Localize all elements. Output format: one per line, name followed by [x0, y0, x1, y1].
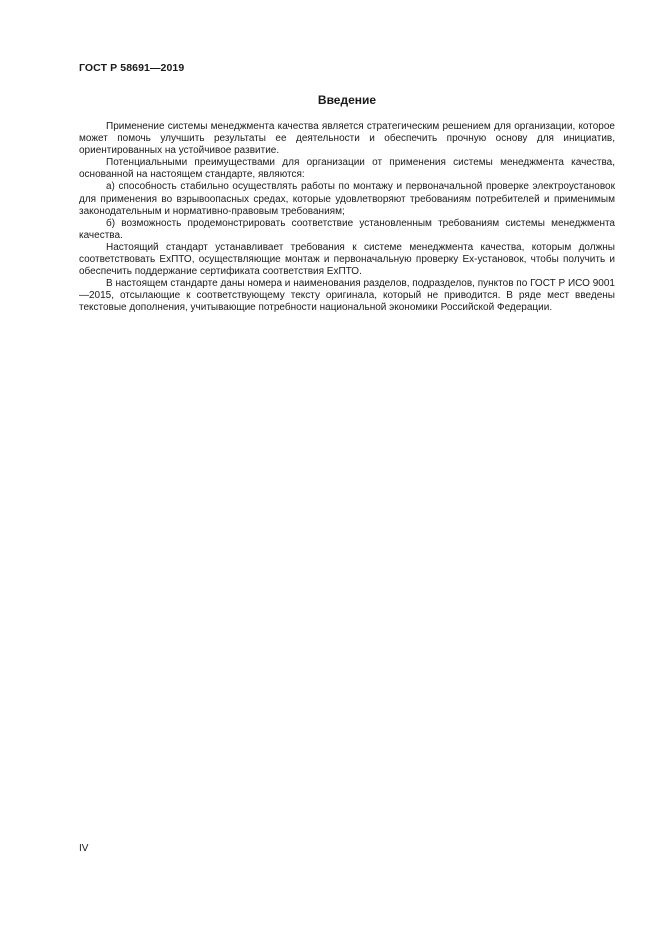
paragraph: Потенциальными преимуществами для организации от применения системы менеджмента качества, основанной на настоящем стандарте, являются:: [79, 157, 615, 181]
section-title: Введение: [317, 93, 377, 107]
document-code: ГОСТ Р 58691—2019: [79, 62, 185, 74]
list-item: б) возможность продемонстрировать соответствие установленным требованиям системы менеджмента качества.: [79, 217, 615, 241]
paragraph: Настоящий стандарт устанавливает требования к системе менеджмента качества, которым должны соответствовать ExПТО, осуществляющие монтаж и первоначальную проверку Ex-установок, чтобы получить и обеспечить поддержание сертификата соответствия ExПТО.: [79, 241, 615, 278]
paragraph: В настоящем стандарте даны номера и наименования разделов, подразделов, пунктов по ГОСТ Р ИСО 9001—2015, отсылающие к соответствующему тексту оригинала, который не приводится. В ряде мест введены текстовые дополнения, учитывающие потребности национальной экономики Российской Федерации.: [79, 278, 615, 314]
page-number: IV: [79, 843, 89, 854]
paragraph: Применение системы менеджмента качества является стратегическим решением для организации, которое может помочь улучшить результаты ее деятельности и обеспечить прочную основу для инициатив, ориентированных на устойчивое развитие.: [79, 121, 615, 157]
section-body: [79, 121, 615, 315]
list-item: а) способность стабильно осуществлять работы по монтажу и первоначальной проверке электроустановок для применения во взрывоопасных средах, которые удовлетворяют требованиям потребителей и применимым законодательным и нормативно-правовым требованиям;: [79, 181, 615, 217]
